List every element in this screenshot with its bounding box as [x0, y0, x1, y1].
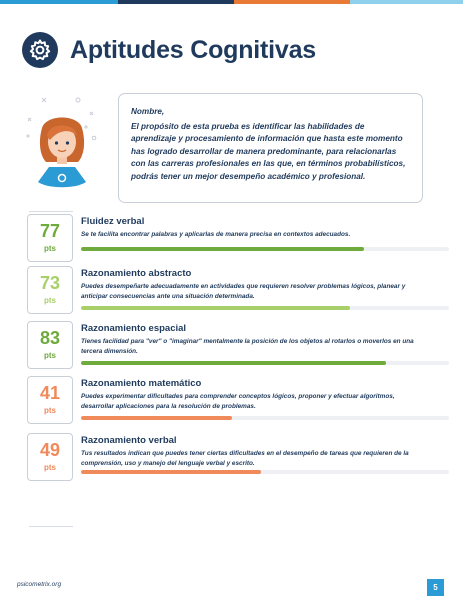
score-box	[27, 214, 73, 262]
aptitude-razonamiento-abstracto	[27, 266, 427, 314]
score-value: 83	[39, 328, 61, 348]
avatar	[20, 92, 104, 192]
score-value: 49	[39, 440, 61, 460]
aptitude-name: Fluidez verbal	[81, 216, 145, 227]
aptitude-description: Puedes desempeñarte adecuadamente en actividades que requieren resolver problemas lógicos, planear y anticipar consecuencias ante una situación determinada.	[81, 283, 406, 300]
footer-website: psicometrix.org	[17, 581, 62, 588]
intro-text: El propósito de esta prueba es identificar las habilidades de aprendizaje y procesamiento de información que hasta este momento has logrado desarrollar de manera predominante, para relacionarlas con las carreras profesionales en las que, en términos probabilísticos, podrás tener un mejor desempeño académico y profesional.	[131, 121, 406, 181]
aptitude-description: Tus resultados indican que puedes tener ciertas dificultades en el desempeño de tareas que requieren de la comprensión, uso y manejo del lenguaje verbal y escrito.	[81, 450, 409, 467]
intro-name: Nombre,	[131, 107, 165, 116]
score-bar-fill	[81, 416, 232, 420]
score-unit: pts	[44, 351, 56, 360]
score-unit: pts	[44, 244, 56, 253]
stripe-light-blue	[350, 0, 463, 4]
score-bar	[81, 361, 449, 365]
score-bar-fill	[81, 470, 261, 474]
aptitude-description: Puedes experimentar dificultades para comprender conceptos lógicos, proponer y efectuar algoritmos, desarrollar aplicaciones para la resolución de problemas.	[81, 393, 395, 410]
page-header	[22, 32, 316, 68]
aptitude-name: Razonamiento espacial	[81, 323, 187, 334]
stripe-navy	[118, 0, 234, 4]
intro-message-box	[118, 93, 423, 203]
gear-icon	[22, 32, 58, 68]
aptitude-name: Razonamiento matemático	[81, 378, 202, 389]
score-bar-fill	[81, 306, 350, 310]
aptitude-name: Razonamiento abstracto	[81, 268, 192, 279]
score-box	[27, 376, 73, 424]
page-title: Aptitudes Cognitivas	[70, 35, 317, 64]
score-box	[27, 433, 73, 481]
aptitude-name: Razonamiento verbal	[81, 435, 177, 446]
score-box	[27, 266, 73, 314]
stripe-blue	[0, 0, 118, 4]
score-unit: pts	[44, 296, 56, 305]
score-value: 41	[39, 383, 61, 403]
score-bar	[81, 416, 449, 420]
score-bar	[81, 470, 449, 474]
aptitude-razonamiento-verbal	[27, 433, 427, 481]
score-unit: pts	[44, 463, 56, 472]
score-bar-fill	[81, 247, 364, 251]
score-bar	[81, 247, 449, 251]
top-color-stripes	[0, 0, 463, 4]
aptitude-description: Se te facilita encontrar palabras y aplicarlas de manera precisa en contextos adecuados.	[81, 231, 351, 238]
aptitude-razonamiento-matematico	[27, 376, 427, 424]
score-box	[27, 321, 73, 369]
divider	[29, 211, 73, 212]
stripe-orange	[234, 0, 350, 4]
score-bar-fill	[81, 361, 386, 365]
score-unit: pts	[44, 406, 56, 415]
divider	[29, 526, 73, 527]
aptitude-description: Tienes facilidad para "ver" o "imaginar" mentalmente la posición de los objetos al rotarlos o moverlos en una tercera dimensión.	[81, 338, 414, 355]
score-bar	[81, 306, 449, 310]
score-value: 73	[39, 273, 61, 293]
aptitude-fluidez-verbal	[27, 214, 427, 262]
aptitude-razonamiento-espacial	[27, 321, 427, 369]
score-value: 77	[39, 221, 61, 241]
page-number-badge: 5	[427, 579, 444, 596]
